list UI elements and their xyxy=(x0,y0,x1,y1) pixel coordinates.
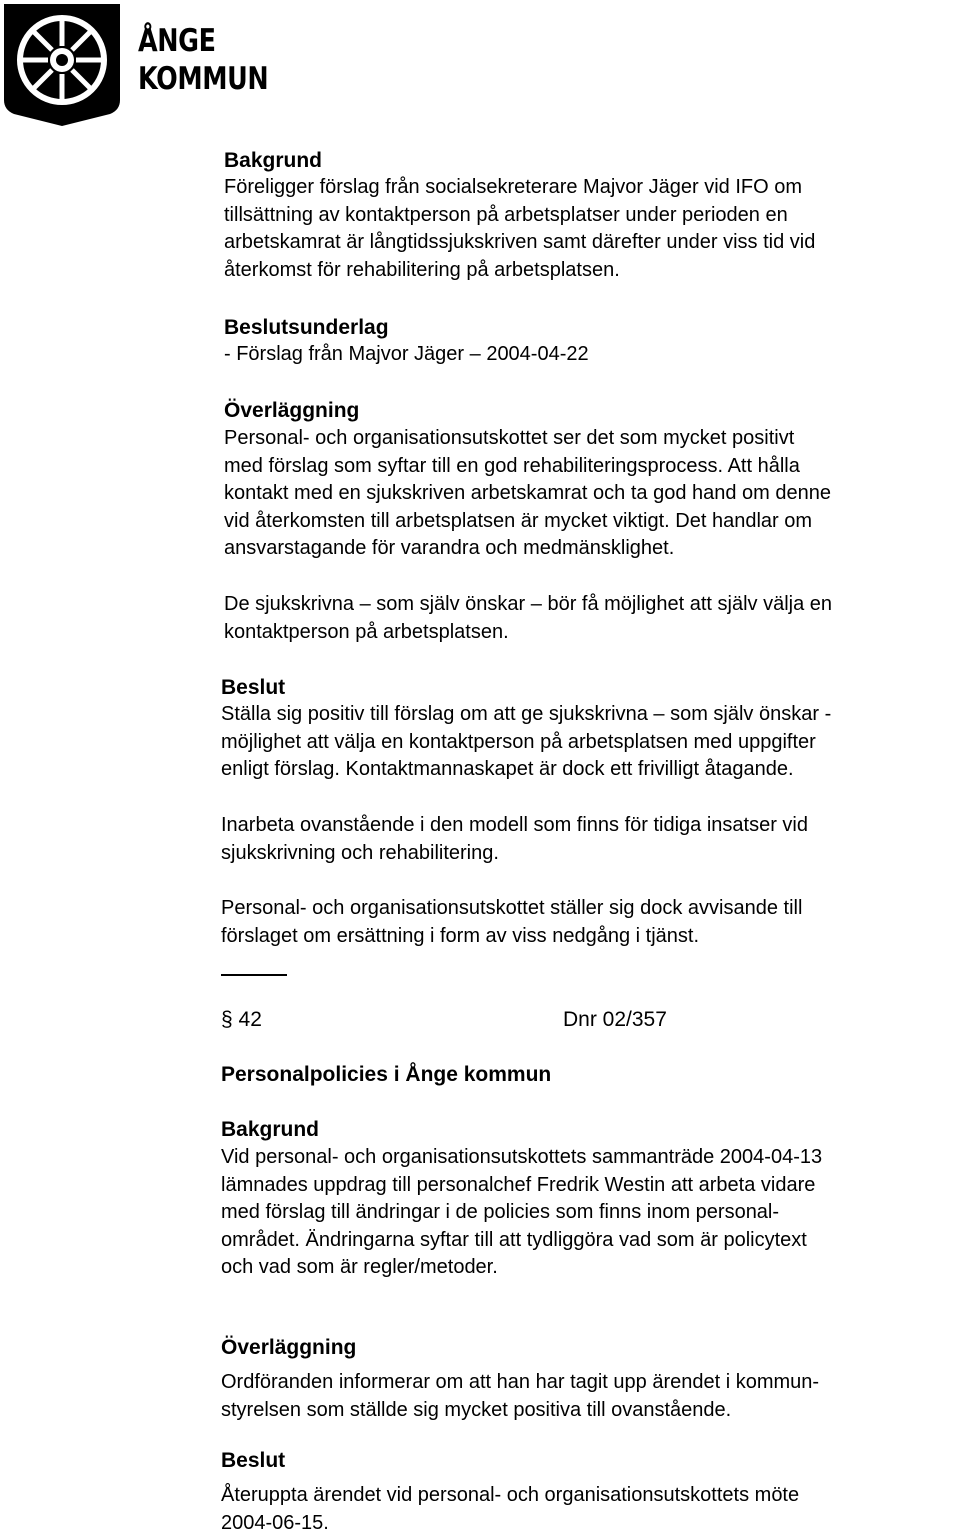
section-text-beslut: Ställa sig positiv till förslag om att ge sjukskrivna – som själv önskar - möjlighet att välja en kontaktperson på arbetsplatsen med uppgifter enligt förslag. Kontaktmannaskapet är dock ett frivilligt åtagande. xyxy=(221,703,832,780)
item-text-beslut: Återuppta ärendet vid personal- och organisationsutskottets möte 2004-06-15. xyxy=(221,1484,800,1534)
org-line-2: KOMMUN xyxy=(138,61,269,97)
section-heading-overlaggning: Överläggning xyxy=(224,399,360,422)
section-text-beslutsunderlag: - Förslag från Majvor Jäger – 2004-04-22 xyxy=(224,343,589,365)
section-text-bakgrund: Föreligger förslag från socialsekreterare Majvor Jäger vid IFO om tillsättning av kontaktperson på arbetsplatser under perioden en arbetskamrat är långtidssjukskriven samt därefter under viss tid vid återkomst för rehabilitering på arbetsplatsen. xyxy=(224,176,816,281)
org-line-1: ÅNGE xyxy=(138,23,216,59)
section-heading-beslut: Beslut xyxy=(221,676,286,699)
section-text-overlaggning-2: De sjukskrivna – som själv önskar – bör få möjlighet att själv välja en kontaktperson på arbetsplatsen. xyxy=(224,593,833,643)
item-heading-beslut: Beslut xyxy=(221,1449,286,1472)
item-text-bakgrund: Vid personal- och organisationsutskottets sammanträde 2004-04-13 lämnades uppdrag till personalchef Fredrik Westin att arbeta vidare med förslag till ändringar i de policies som finns inom personal- området. Ändringarna syftar till att tydliggöra vad som är policytext och vad som är regler/metoder. xyxy=(221,1146,823,1278)
section-text-beslut-3: Personal- och organisationsutskottet ställer sig dock avvisande till förslaget om ersättning i form av viss nedgång i tjänst. xyxy=(221,897,803,947)
section-text-overlaggning: Personal- och organisationsutskottet ser det som mycket positivt med förslag som syftar till en god rehabiliteringsprocess. Att hålla kontakt med en sjukskriven arbetskamrat och ta god hand om denne vid återkomsten till arbetsplatsen är mycket viktigt. Det handlar om ansvarstagande för varandra och medmänsklighet. xyxy=(224,427,832,559)
section-text-beslut-2: Inarbeta ovanstående i den modell som finns för tidiga insatser vid sjukskrivning och rehabilitering. xyxy=(221,814,809,864)
dnr-number: Dnr 02/357 xyxy=(563,1008,667,1031)
section-heading-bakgrund: Bakgrund xyxy=(224,149,323,172)
item-heading-overlaggning: Överläggning xyxy=(221,1336,357,1359)
item-text-overlaggning: Ordföranden informerar om att han har tagit upp ärendet i kommun- styrelsen som ställde sig mycket positiva till ovanstående. xyxy=(221,1371,820,1421)
organization-name xyxy=(138,22,268,98)
paragraph-number: § 42 xyxy=(221,1008,262,1031)
section-heading-beslutsunderlag: Beslutsunderlag xyxy=(224,316,389,339)
wheel-emblem-icon xyxy=(2,2,122,126)
separator-rule xyxy=(221,974,287,976)
item-heading-bakgrund: Bakgrund xyxy=(221,1118,320,1141)
paragraph-row xyxy=(221,1005,861,1035)
item-title: Personalpolicies i Ånge kommun xyxy=(221,1063,552,1086)
